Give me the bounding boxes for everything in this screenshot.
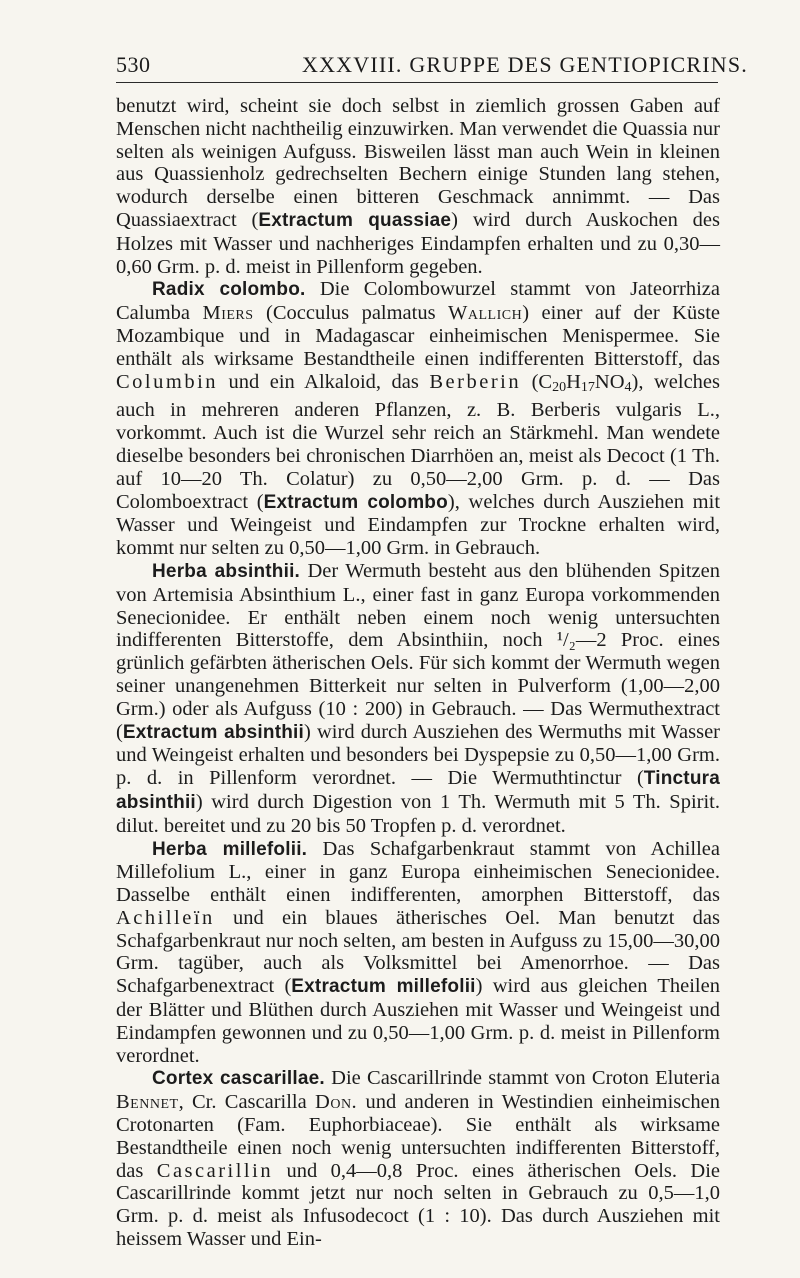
paragraph-herba-millefolii (116, 838, 720, 1068)
text-run: ) wird aus gleichen Theilen der Blätter und Blüthen durch Ausziehen mit Wasser und Weingeist und Eindampfen gewonnen und zu 0,50—1,00 Grm. p. d. meist in Pillenform verordnet. (116, 975, 720, 1067)
author-don: Don. (315, 1091, 358, 1114)
spaced-columbin: Columbin (116, 370, 219, 393)
text-run: benutzt wird, scheint sie doch selbst in ziemlich grossen Gaben auf Menschen nicht nachtheilig einzuwirken. Man verwendet die Quassia nur selten als weinigen Aufguss. Bisweilen lässt man auch Wein in kleinen aus Quassienholz gedrechselten Bechern einige Stunden lang stehen, wodurch derselbe einen bitteren Geschmack annimmt. — Das Quassiaextract ( (116, 95, 720, 231)
paragraph-cortex-cascarillae (116, 1067, 720, 1250)
text-run: ) wird durch Digestion von 1 Th. Wermuth mit 5 Th. Spirit. dilut. bereitet und zu 20 bis 50 Tropfen p. d. verordnet. (116, 790, 720, 837)
text-run: ), welches durch Ausziehen mit Wasser und Weingeist und Eindampfen zur Trockne erhalten wird, kommt nur selten zu 0,50—1,00 Grm. in Gebrauch. (116, 490, 721, 560)
term-extractum-millefolii: Extractum millefolii (291, 976, 476, 998)
text-run: —2 Proc. eines grünlich gefärbten ätherischen Oels. Für sich kommt der Wermuth wegen seiner unangenehmen Bitterkeit nur selten in Pulverform (1,00—2,00 Grm.) oder als Aufguss (10 : 200) in Gebrauch. — Das Wermuthextract ( (116, 629, 721, 743)
text-run: ) wird durch Auskochen des Holzes mit Wasser und nachheriges Eindampfen erhalten und zu 0,30—0,60 Grm. p. d. meist in Pillenform gegeben. (116, 208, 720, 278)
page-number: 530 (116, 52, 151, 77)
text-run: , Cr. Cascarilla (178, 1091, 316, 1114)
text-run: und anderen in Westindien einheimischen Crotonarten (Fam. Euphorbiaceae). Sie enthält als wirksame Bestandtheile einen noch wenig untersuchten indifferenten Bitterstoff, das (116, 1091, 720, 1182)
paragraph-radix-colombo (116, 278, 720, 560)
formula-part: NO (594, 370, 625, 393)
term-extractum-quassiae: Extractum quassiae (258, 209, 452, 231)
formula-subscript: 4 (624, 379, 632, 395)
text-run: ) einer auf der Küste Mozambique und in Madagascar einheimischen Menispermee. Sie enthält als wirksame Bestandtheile einen indifferenten Bitterstoff, das (116, 302, 720, 370)
formula-subscript: 17 (580, 379, 595, 395)
text-run: Die Cascarillrinde stammt von Croton Eluteria (324, 1067, 720, 1090)
spaced-cascarillin: Cascarillin (156, 1159, 274, 1182)
text-run: und ein Alkaloid, das (218, 370, 430, 393)
spaced-berberin: Berberin (429, 370, 522, 393)
body-text (116, 95, 720, 1251)
term-extractum-colombo: Extractum colombo (263, 491, 448, 513)
heading-herba-absinthii: Herba absinthii. (152, 560, 301, 582)
formula-part: H (566, 370, 581, 393)
text-run: ), welches auch in mehreren anderen Pflanzen, z. B. Berberis vulgaris L., vorkommt. Auch ist die Wurzel sehr reich an Stärkmehl. Man wendete dieselbe besonders bei chronischen Diarrhöen an, meist als Decoct (1 Th. auf 10—20 Th. Colatur) zu 0,50—2,00 Grm. p. d. — Das Colomboextract ( (116, 370, 721, 513)
heading-herba-millefolii: Herba millefolii. (152, 838, 308, 860)
text-run: Der Wermuth besteht aus den blühenden Spitzen von Artemisia Absinthium L., einer fast in ganz Europa vorkommenden Senecionidee. Er enthält neben einem noch wenig untersuchten indifferenten Bitterstoffe, dem Absinthiin, noch (116, 559, 720, 652)
text-run: (Cocculus palmatus (253, 302, 449, 325)
author-bennet: Bennet (116, 1091, 179, 1114)
author-wallich: Wallich (448, 302, 523, 325)
author-miers: Miers (202, 302, 254, 325)
text-run: Die Colombowurzel stammt von Jateorrhiza Calumba (116, 278, 720, 325)
running-title: XXXVIII. GRUPPE DES GENTIOPICRINS. (302, 52, 748, 77)
term-tinctura-absinthii: Tinctura absinthii (116, 768, 720, 813)
term-extractum-absinthii: Extractum absinthii (122, 721, 304, 743)
chemical-formula (521, 371, 631, 393)
formula-part: (C (521, 370, 553, 393)
heading-radix-colombo: Radix colombo. (152, 279, 306, 301)
text-run: ) wird durch Ausziehen des Wermuths mit Wasser und Weingeist erhalten und besonders bei Dyspepsie zu 0,50—1,00 Grm. p. d. in Pillenform verordnet. — Die Wermuthtinctur ( (116, 720, 720, 790)
formula-subscript: 20 (552, 379, 567, 395)
paragraph-herba-absinthii (116, 560, 720, 838)
paragraph-quassia-continuation (116, 95, 720, 278)
spaced-achillein: Achilleïn (116, 906, 215, 929)
text-run: und ein blaues ätherisches Oel. Man benutzt das Schafgarbenkraut nur noch selten, am besten in Aufguss zu 15,00—30,00 Grm. tagüber, auch als Volksmittel bei Amenorrhoe. — Das Schafgarbenextract ( (116, 906, 720, 998)
fraction: ¹/₂ (556, 629, 576, 652)
text-run: Das Schafgarbenkraut stammt von Achillea Millefolium L., einer in ganz Europa einheimischen Senecionidee. Dasselbe enthält einen indifferenten, amorphen Bitterstoff, das (116, 837, 720, 907)
text-run: und 0,4—0,8 Proc. eines ätherischen Oels. Die Cascarillrinde kommt jetzt nur noch selten in Gebrauch zu 0,5—1,0 Grm. p. d. meist als Infusodecoct (1 : 10). Das durch Ausziehen mit heissem Wasser und Ein- (116, 1159, 721, 1251)
heading-cortex-cascarillae: Cortex cascarillae. (152, 1068, 325, 1090)
running-header (116, 52, 748, 83)
